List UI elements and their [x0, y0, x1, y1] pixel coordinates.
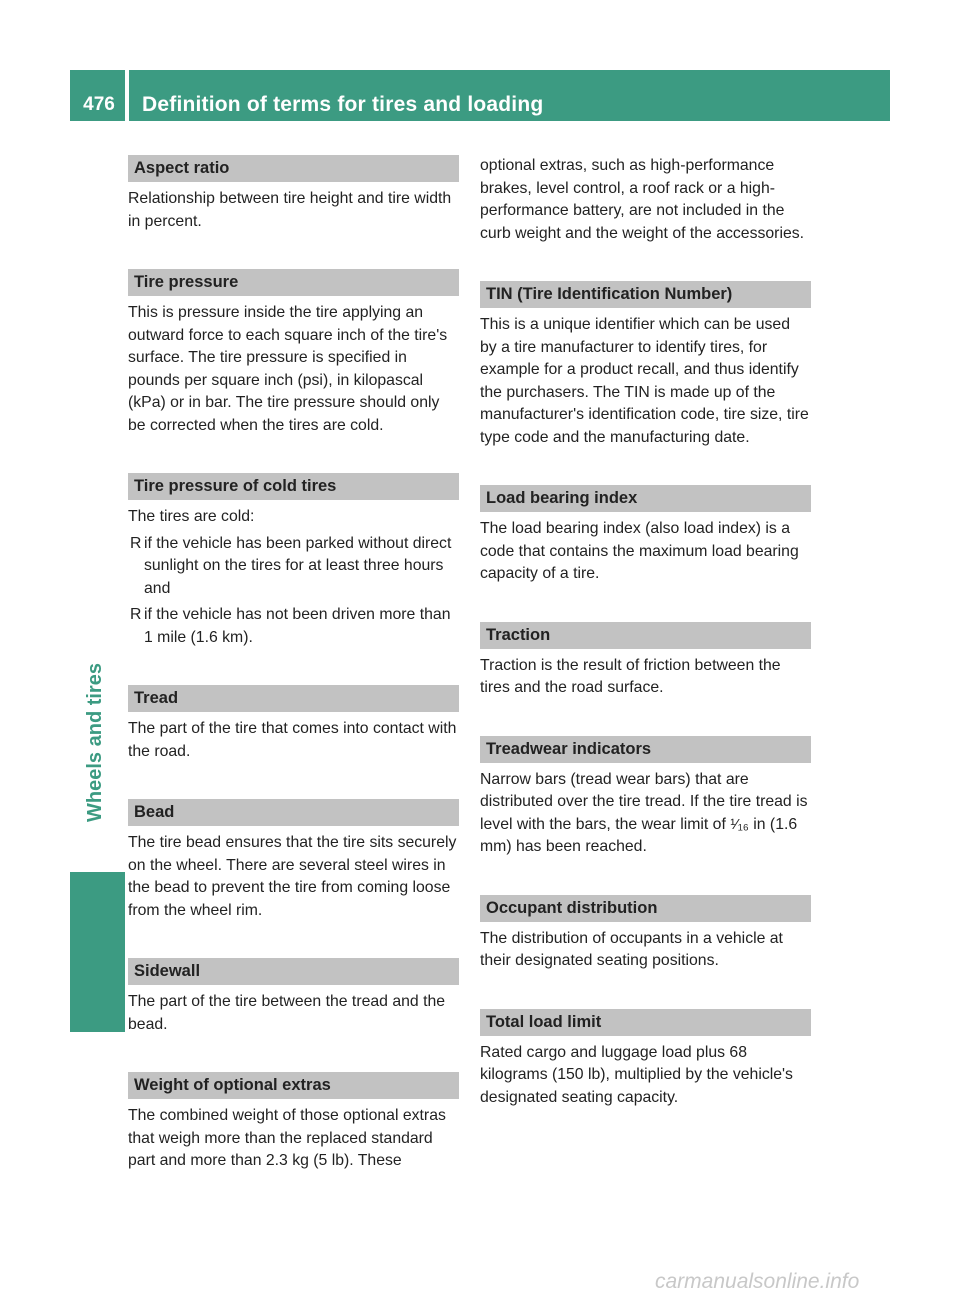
section-text: Traction is the result of friction between the tires and the road surface. [480, 656, 781, 696]
text-part: in (1.6 mm) has been reached. [480, 815, 798, 855]
section-text: Rated cargo and luggage load plus 68 kilograms (150 lb), multiplied by the vehicle's designated seating capacity. [480, 1043, 793, 1106]
fraction: ¹⁄₁₆ [730, 815, 749, 833]
section-heading: Traction [480, 622, 811, 649]
text-part: Narrow bars (tread wear bars) that are distributed over the tire tread. If the tire tread is level with the bars, the wear limit of [480, 770, 808, 833]
section-occupant [480, 895, 811, 973]
section-heading: Total load limit [480, 1009, 811, 1036]
section-text: The distribution of occupants in a vehicle at their designated seating positions. [480, 929, 783, 969]
section-traction [480, 622, 811, 700]
section-heading: Occupant distribution [480, 895, 811, 922]
section-heading: Load bearing index [480, 485, 811, 512]
side-tab [68, 622, 123, 862]
section-cold-tires [128, 473, 459, 649]
section-aspect-ratio [128, 155, 459, 233]
section-tread [128, 685, 459, 763]
list-item [128, 604, 459, 649]
section-text: This is pressure inside the tire applying an outward force to each square inch of the tire's surface. The tire pressure is specified in pounds per square inch (psi), in kilopascal (kPa) or in bar. The tire pressure should only be corrected when the tires are cold. [128, 304, 448, 434]
section-total-load [480, 1009, 811, 1110]
section-optional-extras [128, 1072, 459, 1173]
section-intro: The tires are cold: [128, 508, 255, 525]
left-column [128, 155, 459, 1209]
side-tab-label: Wheels and tires [84, 662, 106, 822]
section-text: This is a unique identifier which can be used by a tire manufacturer to identify tires, for example for a product recall, and thus identify the purchasers. The TIN is made up of the manufacturer's identification code, tire size, tire type code and the manufacturing date. [480, 316, 809, 446]
section-bead [128, 799, 459, 922]
section-continued [480, 155, 811, 245]
section-treadwear [480, 736, 811, 859]
section-heading: Sidewall [128, 958, 459, 985]
section-load-index [480, 485, 811, 586]
list-item-text: if the vehicle has not been driven more than 1 mile (1.6 km). [144, 606, 451, 646]
watermark: carmanualsonline.info [655, 1270, 860, 1293]
section-heading: Tire pressure of cold tires [128, 473, 459, 500]
list-item [128, 533, 459, 601]
section-text: The load bearing index (also load index) is a code that contains the maximum load bearing capacity of a tire. [480, 520, 799, 582]
bullet-icon: R [130, 534, 142, 552]
section-text: Relationship between tire height and tire width in percent. [128, 190, 452, 230]
section-text: The combined weight of those optional extras that weigh more than the replaced standard part and more than 2.3 kg (5 lb). These [128, 1107, 446, 1169]
section-text: The part of the tire that comes into contact with the road. [128, 720, 457, 760]
list-item-text: if the vehicle has been parked without direct sunlight on the tires for at least three hours and [144, 534, 452, 597]
section-tire-pressure [128, 269, 459, 437]
section-tin [480, 281, 811, 449]
section-heading: Treadwear indicators [480, 736, 811, 763]
section-heading: Bead [128, 799, 459, 826]
section-heading: Weight of optional extras [128, 1072, 459, 1099]
bullet-icon: R [130, 606, 142, 623]
continued-text: optional extras, such as high-performance brakes, level control, a roof rack or a high-performance battery, are not included in the curb weight and the weight of the accessories. [480, 157, 805, 242]
page-title: Definition of terms for tires and loading [142, 92, 544, 116]
section-heading: Tire pressure [128, 269, 459, 296]
side-tab-block [70, 872, 125, 1032]
section-text [480, 769, 811, 859]
section-sidewall [128, 958, 459, 1036]
section-heading: Aspect ratio [128, 155, 459, 182]
section-text: The tire bead ensures that the tire sits securely on the wheel. There are several steel wires in the bead to prevent the tire from coming loose from the wheel rim. [128, 834, 457, 919]
page-number: 476 [83, 93, 115, 115]
section-heading: Tread [128, 685, 459, 712]
section-text: The part of the tire between the tread and the bead. [128, 993, 446, 1033]
header-divider [125, 70, 129, 121]
section-heading: TIN (Tire Identification Number) [480, 281, 811, 308]
right-column [480, 155, 811, 1145]
bullet-list [128, 533, 459, 650]
